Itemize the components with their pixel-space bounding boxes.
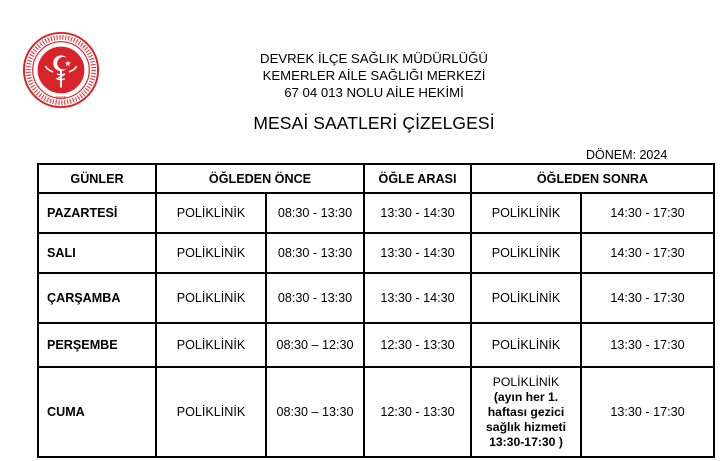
pm-time-cell: 14:30 - 17:30 — [581, 193, 714, 233]
pm-place-cell: POLİKLİNİK — [471, 273, 581, 323]
day-cell: PAZARTESİ — [38, 193, 156, 233]
pm-place-line: 13:30-17:30 ) — [489, 434, 563, 449]
pm-place-line: POLİKLİNİK — [492, 374, 560, 389]
am-time-cell: 08:30 – 12:30 — [266, 323, 364, 367]
table-row — [38, 273, 714, 323]
table-row — [38, 233, 714, 273]
header-lunch: ÖĞLE ARASI — [364, 164, 471, 193]
working-hours-table — [37, 163, 715, 458]
page-title: MESAİ SAATLERİ ÇİZELGESİ — [253, 113, 495, 133]
am-time-cell: 08:30 – 13:30 — [266, 367, 364, 457]
am-place-cell: POLİKLİNİK — [156, 273, 266, 323]
pm-time-cell: 13:30 - 17:30 — [581, 367, 714, 457]
pm-time-cell: 14:30 - 17:30 — [581, 273, 714, 323]
am-place-cell: POLİKLİNİK — [156, 233, 266, 273]
header-days: GÜNLER — [38, 164, 156, 193]
pm-time-cell: 14:30 - 17:30 — [581, 233, 714, 273]
pm-place-line: (ayın her 1. — [493, 389, 559, 404]
am-place-cell: POLİKLİNİK — [156, 323, 266, 367]
lunch-cell: 13:30 - 14:30 — [364, 233, 471, 273]
institution-header — [200, 50, 548, 101]
header-line-3: 67 04 013 NOLU AİLE HEKİMİ — [284, 85, 464, 100]
pm-place-cell: POLİKLİNİK — [471, 233, 581, 273]
ministry-of-health-logo — [22, 31, 100, 109]
pm-place-cell-multiline — [471, 367, 581, 457]
lunch-cell: 13:30 - 14:30 — [364, 273, 471, 323]
header-morning: ÖĞLEDEN ÖNCE — [156, 164, 364, 193]
lunch-cell: 12:30 - 13:30 — [364, 323, 471, 367]
day-cell: CUMA — [38, 367, 156, 457]
lunch-cell: 13:30 - 14:30 — [364, 193, 471, 233]
pm-place-cell: POLİKLİNİK — [471, 323, 581, 367]
day-cell: PERŞEMBE — [38, 323, 156, 367]
pm-place-cell: POLİKLİNİK — [471, 193, 581, 233]
am-time-cell: 08:30 - 13:30 — [266, 193, 364, 233]
pm-place-line: haftası gezici — [487, 404, 565, 419]
pm-time-cell: 13:30 - 17:30 — [581, 323, 714, 367]
table-row — [38, 367, 714, 457]
period-label: DÖNEM: 2024 — [586, 148, 668, 162]
lunch-cell: 12:30 - 13:30 — [364, 367, 471, 457]
am-place-cell: POLİKLİNİK — [156, 367, 266, 457]
am-place-cell: POLİKLİNİK — [156, 193, 266, 233]
pm-place-line: sağlık hizmeti — [486, 419, 566, 434]
table-header-row — [38, 164, 714, 193]
table-row — [38, 193, 714, 233]
header-line-2: KEMERLER AİLE SAĞLIĞI MERKEZİ — [262, 68, 486, 83]
header-afternoon: ÖĞLEDEN SONRA — [471, 164, 714, 193]
header-line-1: DEVREK İLÇE SAĞLIK MÜDÜRLÜĞÜ — [260, 51, 488, 66]
table-row — [38, 323, 714, 367]
day-cell: ÇARŞAMBA — [38, 273, 156, 323]
logo-year: 1920 — [55, 96, 67, 102]
am-time-cell: 08:30 - 13:30 — [266, 233, 364, 273]
day-cell: SALI — [38, 233, 156, 273]
am-time-cell: 08:30 - 13:30 — [266, 273, 364, 323]
